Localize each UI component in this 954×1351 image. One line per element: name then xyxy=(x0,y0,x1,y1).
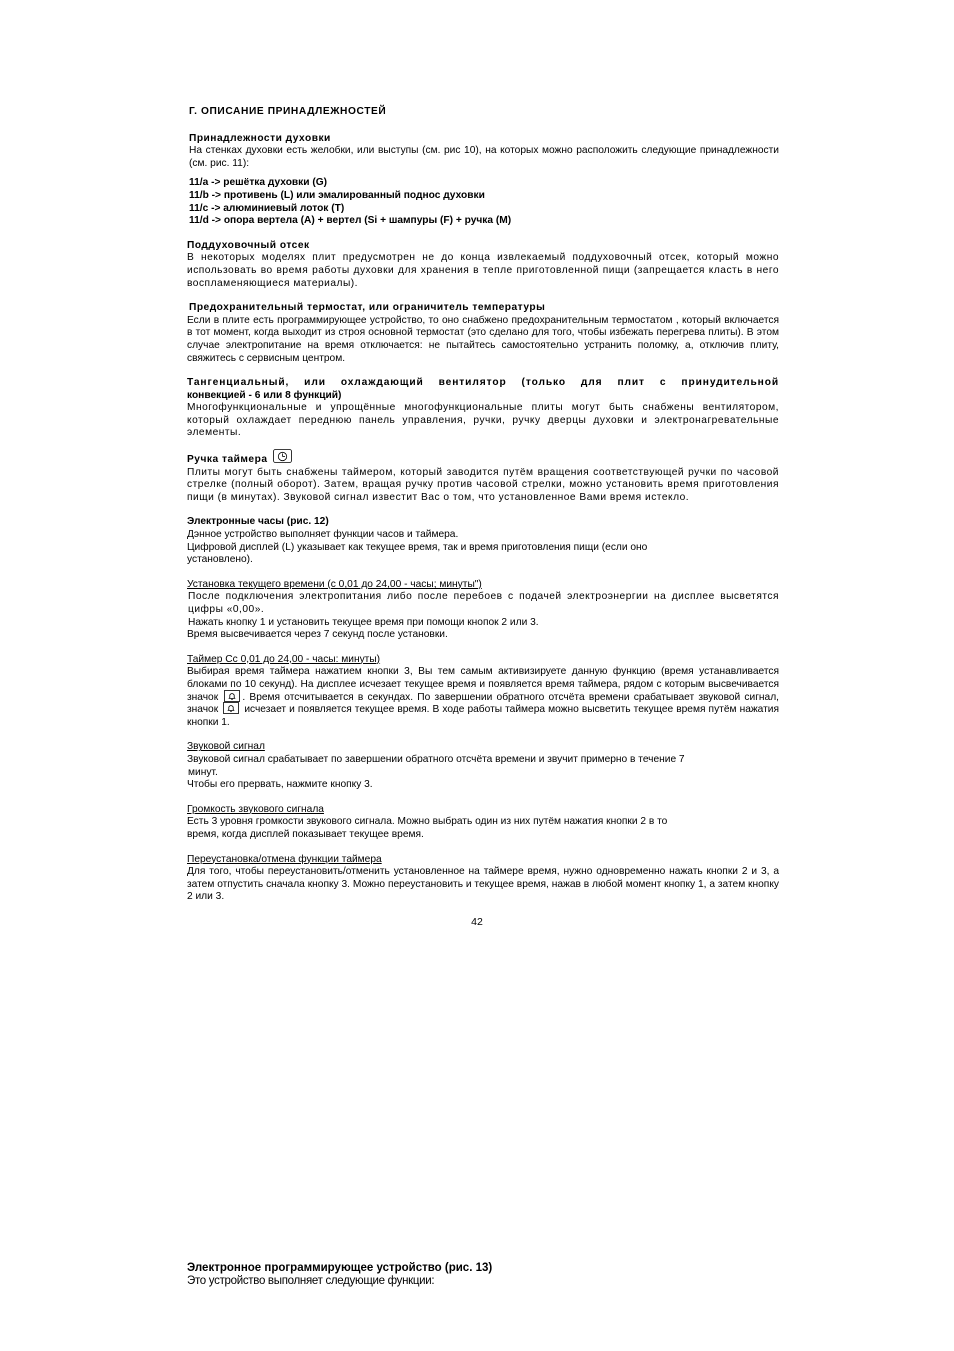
timer-text-b: . Время отсчитывается в секундах. По завершении обратного отсчёта времени срабатывает звуковой сигнал, значок xyxy=(187,691,779,716)
document-body xyxy=(187,106,779,904)
volume-line1: Есть 3 уровня громкости звукового сигнала. Можно выбрать один из них путём нажатия кнопки 2 в то xyxy=(187,816,668,828)
fan-title-line2: конвекцией - 6 или 8 функций) xyxy=(187,389,342,401)
list-item: 11/a -> решётка духовки (G) xyxy=(189,177,328,189)
volume-section xyxy=(187,804,779,842)
timer-icon xyxy=(273,449,292,463)
fan-text: Многофункциональные и упрощённые многофункциональные плиты могут быть снабжены вентилятором, который охлаждает переднюю панель управления, ручки, ручку дверцы духовки и электронагревательные элементы. xyxy=(187,402,779,439)
timer-title: Таймер Сс 0,01 до 24,00 - часы: минуты) xyxy=(187,653,381,665)
set-time-line2: Нажать кнопку 1 и установить текущее время при помощи кнопок 2 или 3. xyxy=(188,616,539,628)
footer xyxy=(187,1262,787,1288)
timer-text xyxy=(187,666,779,729)
timer-knob-text: Плиты могут быть снабжены таймером, который заводится путём вращения соответствующей ручки по часовой стрелке (полный оборот). Затем, вращая ручку против часовой стрелки, можно установить время приготовления пищи (в минутах). Звуковой сигнал известит Вас о том, что установленное Вами время истекло. xyxy=(187,466,779,503)
timer-text-a: Выбирая время таймера нажатием кнопки 3, Вы тем самым активизируете данную функцию (время устанавливается блоками по 10 секунд). На дисплее исчезает текущее время и появляется время таймера, рядом с которым высвечивается значок xyxy=(187,666,779,703)
clock-line2: Цифровой дисплей (L) указывает как текущее время, так и время приготовления пищи (если оно xyxy=(187,541,648,553)
signal-line2: минут. xyxy=(188,766,218,778)
signal-line3: Чтобы его прервать, нажмите кнопку 3. xyxy=(187,779,373,791)
reset-text: Для того, чтобы переустановить/отменить установленное на таймере время, нужно одновременно нажать кнопки 2 и 3, а затем отпустить сначала кнопку 3. Можно переустановить и текущее время, нажав в любой момент кнопку 1, а затем кнопку 2 или 3. xyxy=(187,866,779,903)
signal-title: Звуковой сигнал xyxy=(187,741,265,753)
list-item: 11/b -> противень (L) или эмалированный поднос духовки xyxy=(189,189,485,201)
thermostat-title: Предохранительный термостат, или ограничитель температуры xyxy=(189,302,546,314)
timer-section xyxy=(187,654,779,730)
accessories-section xyxy=(187,133,779,228)
accessories-text: На стенках духовки есть желобки, или выступы (см. рис 10), на которых можно расположить следующие принадлежности (см. рис. 11): xyxy=(189,145,779,169)
fan-title-line1: Тангенциальный, или охлаждающий вентилятор (только для плит с принудительной xyxy=(187,377,779,389)
footer-title: Электронное программирующее устройство (рис. 13) xyxy=(187,1262,493,1274)
compartment-title: Поддуховочный отсек xyxy=(187,239,310,251)
thermostat-text: Если в плите есть программирующее устройство, то оно снабжено предохранительным термостатом , который включается в тот момент, когда выходит из строя основной термостат (это сделано для того, чтобы избежать перегрева плиты). В этом случае электропитание на время отключается: не пытайтесь самостоятельно устранить поломку, а, отключив плиту, свяжитесь с сервисным центром. xyxy=(187,314,779,364)
clock-title: Электронные часы (рис. 12) xyxy=(187,516,329,528)
accessories-list xyxy=(189,177,779,227)
volume-title: Громкость звукового сигнала xyxy=(187,803,324,815)
list-item: 11/d -> опора вертела (A) + вертел (Si + шампуры (F) + ручка (M) xyxy=(189,215,512,227)
signal-line1: Звуковой сигнал срабатывает по завершении обратного отсчёта времени и звучит примерно в течение 7 xyxy=(187,753,685,765)
set-time-text: После подключения электропитания либо после перебоев с подачей электроэнергии на дисплее высветятся цифры «0,00». xyxy=(188,591,779,615)
section-title: Г. ОПИСАНИЕ ПРИНАДЛЕЖНОСТЕЙ xyxy=(189,106,387,117)
set-time-title: Установка текущего времени (с 0,01 до 24,00 - часы; минуты") xyxy=(187,578,482,590)
reset-title: Переустановка/отмена функции таймера xyxy=(187,853,382,865)
fan-section xyxy=(187,377,779,440)
timer-knob-title-row xyxy=(187,454,779,467)
clock-section xyxy=(187,516,779,566)
timer-knob-section xyxy=(187,454,779,504)
reset-section xyxy=(187,854,779,904)
thermostat-section xyxy=(187,302,779,365)
list-item: 11/c -> алюминиевый лоток (T) xyxy=(189,202,345,214)
page-number: 42 xyxy=(471,916,483,928)
bell-icon xyxy=(223,702,239,714)
signal-section xyxy=(187,741,779,791)
timer-knob-title: Ручка таймера xyxy=(187,454,268,466)
timer-text-c: исчезает и появляется текущее время. В ходе работы таймера можно высветить текущее время путём нажатия кнопки 1. xyxy=(187,704,779,728)
set-time-section xyxy=(187,579,779,642)
bell-icon xyxy=(224,690,240,702)
clock-line3: установлено). xyxy=(187,554,253,566)
set-time-line3: Время высвечивается через 7 секунд после установки. xyxy=(187,629,448,641)
compartment-text: В некоторых моделях плит предусмотрен не до конца извлекаемый поддуховочный отсек, который можно использовать во время работы духовки для хранения в тепле приготовленной пищи (запрещается класть в него воспламеняющиеся материалы). xyxy=(187,252,779,289)
compartment-section xyxy=(187,240,779,290)
clock-line1: Дэнное устройство выполняет функции часов и таймера. xyxy=(187,529,459,541)
footer-text: Это устройство выполняет следующие функции: xyxy=(187,1275,435,1287)
volume-line2: время, когда дисплей показывает текущее время. xyxy=(187,828,424,840)
accessories-title: Принадлежности духовки xyxy=(189,132,331,144)
